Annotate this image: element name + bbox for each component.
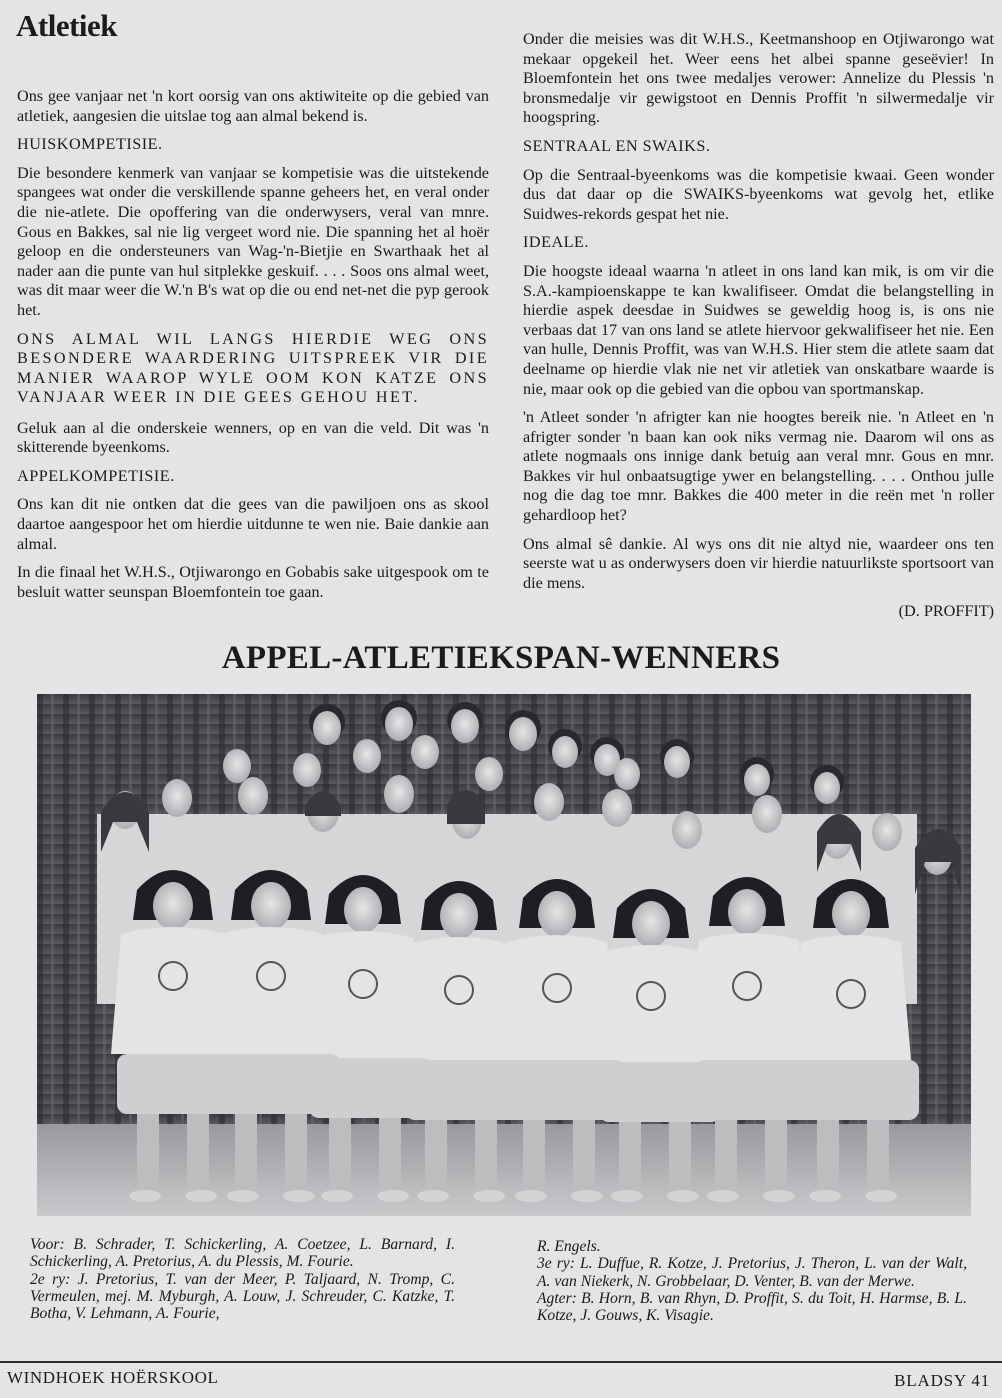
footer-school-name: WINDHOEK HOËRSKOOL [7,1368,219,1387]
caption-second-row: 2e ry: J. Pretorius, T. van der Meer, P. Taljaard, N. Tromp, C. Vermeulen, mej. M. Myburgh, A. Louw, J. Schreuder, C. Katzke, T. Botha, V. Lehmann, A. Fourie, [30,1270,455,1323]
section-heading-ideale: IDEALE. [523,233,589,252]
thanks-paragraph: Ons almal sê dankie. Al wys ons dit nie altyd nie, waardeer ons ten seerste wat u as onderwysers doen vir hierdie natuurlikste sportsoort van die mens. [523,534,994,592]
section-heading-appelkompetisie: APPELKOMPETISIE. [17,466,175,485]
sentraal-paragraph: Op die Sentraal-byeenkoms was die kompetisie kwaai. Geen wonder dus dat daar op die SWAIKS-byeenkoms wat gevolg het, etlike Suidwes-rekords gespat het nie. [523,165,994,223]
footer-rule [0,1361,1002,1363]
photo-title: APPEL-ATLETIEKSPAN-WENNERS [221,640,781,676]
intro-paragraph: Ons gee vanjaar net 'n kort oorsig van ons aktiwiteite op die gebied van atletiek, aangesien die uitslae tog aan almal bekend is. [17,87,489,125]
left-column [17,87,489,611]
caption-back-row: Agter: B. Horn, B. van Rhyn, D. Proffit, S. du Toit, H. Harmse, B. L. Kotze, J. Gouws, K. Visagie. [537,1289,967,1325]
page-title: Atletiek [16,8,118,43]
caption-third-row: 3e ry: L. Duffue, R. Kotze, J. Pretorius, J. Theron, L. van der Walt, A. van Niekerk, N. Grobbelaar, D. Venter, B. van der Merwe. [537,1255,967,1290]
section-heading-sentraal: SENTRAAL EN SWAIKS. [523,136,711,155]
section-heading-huiskompetisie: HUISKOMPETISIE. [17,135,163,154]
team-photo [37,694,971,1216]
huiskompetisie-paragraph: Die besondere kenmerk van vanjaar se kompetisie was die uitstekende spangees wat onder die verskillende spanne geheers het, en veral onder die nie-atlete. Die opoffering van die onderwysers, veral van mnre. Gous en Bakkes, sal nie lig vergeet word nie. Die spanning het al hoër geloop en die ondersteuners van Wag-'n-Bietjie en Swarthaak het al nader aan die punte van hul sitplekke geskuif. . . . Soos ons almal weet, was dit maar weer die W.'n B's wat op die ou end net-net die pyp gerook het. [17,163,489,319]
team-photo-illustration [37,694,971,1216]
footer-page-number: BLADSY 41 [894,1371,990,1390]
caption-second-row-cont: R. Engels. [537,1238,601,1255]
author-signature: (D. PROFFIT) [898,602,994,621]
girls-paragraph: Onder die meisies was dit W.H.S., Keetmanshoop en Otjiwarongo wat mekaar opgekeil het. Weer eens het albei spanne geseëvier! In Bloemfontein het ons twee medaljes verower: Annelize du Plessis 'n bronsmedalje vir gewigstoot en Dennis Proffit 'n silwermedalje vir hoogspring. [523,30,994,127]
congratulations-paragraph: Geluk aan al die onderskeie wenners, op en van die veld. Dit was 'n skitterende byeenkoms. [17,418,489,457]
caption-front-row: Voor: B. Schrader, T. Schickerling, A. Coetzee, L. Barnard, I. Schickerling, A. Pretorius, A. du Plessis, M. Fourie. [30,1236,455,1271]
coach-paragraph: 'n Atleet sonder 'n afrigter kan nie hoogtes bereik nie. 'n Atleet en 'n afrigter sonder 'n baan kan ook niks vermag nie. Daarom wil ons as atlete nogmaals ons innige dank betuig aan veral mnr. Gous en mnr. Bakkes vir hul onbaatsugtige ywer en belangstelling. . . . Onthou julle nog die dag toe mnr. Bakkes die 400 meter in die reën met 'n roller gehardloop het? [523,408,994,525]
caption-left [30,1236,455,1322]
ideale-paragraph: Die hoogste ideaal waarna 'n atleet in ons land kan mik, is om vir die S.A.-kampioenskappe te kan kwalifiseer. Omdat die belangstelling in hierdie aspek deesdae in Suidwes se geweldig hoog is, is ons nie verbaas dat 17 van ons land se atlete hiervoor gekwalifiseer het nie. Een van hulle, Dennis Proffit, was van W.H.S. Hier stem die atlete saam dat deelname op hierdie vlak nie net vir atletiek van onskatbare waarde is nie, maar ook op die gebied van die opbou van sportmanskap. [523,261,994,398]
appelkompetisie-paragraph: Ons kan dit nie ontken dat die gees van die pawiljoen ons as skool daartoe aangespoor het om hierdie uitdunne te wen nie. Baie dankie aan almal. [17,495,489,553]
right-column [523,30,994,622]
caption-right [537,1238,967,1324]
tribute-paragraph: ONS ALMAL WIL LANGS HIERDIE WEG ONS BESONDERE WAARDERING UITSPREEK VIR DIE MANIER WAAROP WYLE OOM KON KATZE ONS VANJAAR WEER IN DIE GEES GEHOU HET. [17,329,489,407]
final-paragraph: In die finaal het W.H.S., Otjiwarongo en Gobabis sake uitgespook om te besluit watter seunspan Bloemfontein toe gaan. [17,563,489,601]
